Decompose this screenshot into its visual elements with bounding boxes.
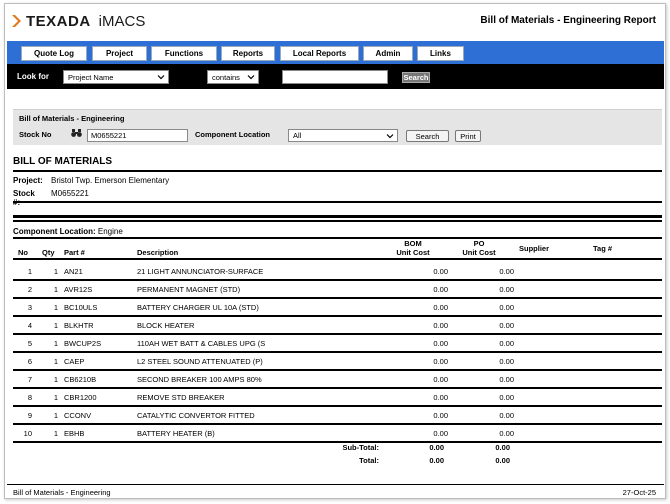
cell-part: CB6210B bbox=[64, 375, 97, 384]
cell-part: CBR1200 bbox=[64, 393, 97, 402]
footer-date: 27-Oct-25 bbox=[622, 488, 656, 497]
cell-description: SECOND BREAKER 100 AMPS 80% bbox=[137, 375, 262, 384]
cell-description: BLOCK HEATER bbox=[137, 321, 195, 330]
cell-no: 8 bbox=[27, 393, 32, 402]
cell-description: 21 LIGHT ANNUNCIATOR-SURFACE bbox=[137, 267, 264, 276]
subtotal-label: Sub-Total: bbox=[342, 443, 379, 452]
cell-part: BC10ULS bbox=[64, 303, 98, 312]
cell-no: 7 bbox=[27, 375, 32, 384]
binoculars-icon[interactable] bbox=[71, 128, 82, 138]
nav-local-reports[interactable]: Local Reports bbox=[280, 46, 359, 61]
table-row bbox=[13, 281, 662, 299]
cell-qty: 1 bbox=[53, 429, 58, 438]
col-header-bom-line2: Unit Cost bbox=[396, 248, 430, 257]
search-input[interactable] bbox=[282, 70, 388, 84]
cell-po-unit-cost: 0.00 bbox=[499, 339, 514, 348]
cell-description: L2 STEEL SOUND ATTENUATED (P) bbox=[137, 357, 263, 366]
col-header-bom-unit-cost bbox=[388, 239, 438, 257]
component-location-name: Engine bbox=[97, 227, 123, 236]
chevron-down-icon bbox=[247, 73, 255, 81]
footer-divider bbox=[7, 484, 664, 485]
cell-po-unit-cost: 0.00 bbox=[499, 267, 514, 276]
divider bbox=[13, 237, 662, 239]
component-location-label: Component Location bbox=[195, 130, 270, 139]
col-header-po-unit-cost bbox=[454, 239, 504, 257]
cell-part: CCONV bbox=[64, 411, 92, 420]
nav-admin[interactable]: Admin bbox=[363, 46, 413, 61]
total-bom: 0.00 bbox=[429, 456, 444, 465]
cell-qty: 1 bbox=[53, 393, 58, 402]
filter-panel bbox=[13, 109, 662, 145]
cell-description: BATTERY CHARGER UL 10A (STD) bbox=[137, 303, 259, 312]
cell-description: 110AH WET BATT & CABLES UPG (S bbox=[137, 339, 266, 348]
cell-po-unit-cost: 0.00 bbox=[499, 357, 514, 366]
cell-po-unit-cost: 0.00 bbox=[499, 429, 514, 438]
stock-value: M0655221 bbox=[51, 189, 89, 198]
col-header-bom-line1: BOM bbox=[404, 239, 422, 248]
cell-description: PERMANENT MAGNET (STD) bbox=[137, 285, 241, 294]
cell-po-unit-cost: 0.00 bbox=[499, 411, 514, 420]
cell-description: CATALYTIC CONVERTOR FITTED bbox=[137, 411, 255, 420]
table-row bbox=[13, 317, 662, 335]
cell-bom-unit-cost: 0.00 bbox=[433, 357, 448, 366]
cell-no: 3 bbox=[27, 303, 32, 312]
divider bbox=[13, 201, 662, 203]
cell-no: 4 bbox=[27, 321, 32, 330]
subtotal-po: 0.00 bbox=[495, 443, 510, 452]
cell-no: 6 bbox=[27, 357, 32, 366]
cell-no: 1 bbox=[27, 267, 32, 276]
total-label: Total: bbox=[359, 456, 379, 465]
cell-bom-unit-cost: 0.00 bbox=[433, 429, 448, 438]
cell-qty: 1 bbox=[53, 303, 58, 312]
nav-quote-log[interactable]: Quote Log bbox=[21, 46, 87, 61]
cell-po-unit-cost: 0.00 bbox=[499, 321, 514, 330]
texada-logo[interactable] bbox=[11, 12, 145, 30]
col-header-part: Part # bbox=[64, 248, 85, 257]
cell-bom-unit-cost: 0.00 bbox=[433, 339, 448, 348]
cell-description: REMOVE STD BREAKER bbox=[137, 393, 225, 402]
cell-qty: 1 bbox=[53, 375, 58, 384]
subtotal-bom: 0.00 bbox=[429, 443, 444, 452]
footer-report-name: Bill of Materials - Engineering bbox=[13, 488, 111, 497]
cell-part: BWCUP2S bbox=[64, 339, 102, 348]
cell-bom-unit-cost: 0.00 bbox=[433, 303, 448, 312]
divider bbox=[13, 170, 662, 172]
cell-bom-unit-cost: 0.00 bbox=[433, 285, 448, 294]
col-header-no: No bbox=[18, 248, 28, 257]
cell-bom-unit-cost: 0.00 bbox=[433, 267, 448, 276]
col-header-po-line1: PO bbox=[473, 239, 485, 248]
col-header-qty: Qty bbox=[42, 248, 55, 257]
look-for-label: Look for bbox=[17, 72, 49, 81]
operator-value: contains bbox=[212, 72, 240, 82]
cell-qty: 1 bbox=[53, 357, 58, 366]
cell-po-unit-cost: 0.00 bbox=[499, 393, 514, 402]
cell-qty: 1 bbox=[53, 321, 58, 330]
cell-no: 9 bbox=[27, 411, 32, 420]
cell-qty: 1 bbox=[53, 267, 58, 276]
search-button[interactable]: Search bbox=[403, 73, 429, 82]
quick-search-bar bbox=[7, 64, 664, 89]
col-header-supplier: Supplier bbox=[519, 244, 550, 253]
stock-no-input[interactable]: M0655221 bbox=[87, 129, 188, 142]
divider bbox=[13, 258, 662, 260]
report-window bbox=[4, 3, 666, 499]
cell-no: 2 bbox=[27, 285, 32, 294]
chevron-down-icon bbox=[386, 132, 394, 140]
main-nav bbox=[7, 41, 664, 64]
search-field-value: Project Name bbox=[68, 72, 114, 82]
table-row bbox=[13, 389, 662, 407]
app-header bbox=[5, 4, 665, 38]
col-header-po-line2: Unit Cost bbox=[462, 248, 496, 257]
chevron-down-icon bbox=[157, 73, 165, 81]
cell-qty: 1 bbox=[53, 339, 58, 348]
cell-part: AN21 bbox=[64, 267, 83, 276]
component-location-value: All bbox=[293, 131, 302, 140]
cell-qty: 1 bbox=[53, 285, 58, 294]
component-location-heading: Component Location: bbox=[13, 227, 96, 236]
project-label: Project: bbox=[13, 176, 43, 185]
nav-reports[interactable]: Reports bbox=[221, 46, 275, 61]
col-header-description: Description bbox=[137, 248, 179, 257]
cell-part: AVR12S bbox=[64, 285, 93, 294]
table-row bbox=[13, 263, 662, 281]
table-row bbox=[13, 353, 662, 371]
cell-po-unit-cost: 0.00 bbox=[499, 303, 514, 312]
divider bbox=[13, 220, 662, 222]
filter-title: Bill of Materials - Engineering bbox=[19, 114, 125, 123]
cell-bom-unit-cost: 0.00 bbox=[433, 393, 448, 402]
search-field-select[interactable] bbox=[63, 70, 169, 84]
report-heading: BILL OF MATERIALS bbox=[13, 156, 113, 167]
cell-description: BATTERY HEATER (B) bbox=[137, 429, 215, 438]
component-location-select[interactable] bbox=[288, 129, 398, 142]
brand-name: TEXADA bbox=[26, 12, 91, 30]
cell-bom-unit-cost: 0.00 bbox=[433, 375, 448, 384]
col-header-tag: Tag # bbox=[593, 244, 613, 253]
table-row bbox=[13, 425, 662, 443]
table-row bbox=[13, 299, 662, 317]
logo-chevron-icon bbox=[11, 14, 23, 28]
table-row bbox=[13, 335, 662, 353]
cell-bom-unit-cost: 0.00 bbox=[433, 321, 448, 330]
divider bbox=[13, 215, 662, 218]
cell-qty: 1 bbox=[53, 411, 58, 420]
operator-select[interactable] bbox=[207, 70, 259, 84]
total-po: 0.00 bbox=[495, 456, 510, 465]
app-name: iMACS bbox=[98, 12, 146, 30]
stock-label: Stock bbox=[13, 189, 35, 198]
cell-no: 10 bbox=[23, 429, 32, 438]
project-value: Bristol Twp. Emerson Elementary bbox=[51, 176, 170, 185]
nav-functions[interactable]: Functions bbox=[151, 46, 217, 61]
cell-bom-unit-cost: 0.00 bbox=[433, 411, 448, 420]
cell-part: CAEP bbox=[64, 357, 85, 366]
cell-po-unit-cost: 0.00 bbox=[499, 375, 514, 384]
cell-part: BLKHTR bbox=[64, 321, 94, 330]
cell-po-unit-cost: 0.00 bbox=[499, 285, 514, 294]
component-location-row bbox=[13, 227, 123, 236]
filter-search-button[interactable]: Search bbox=[406, 130, 449, 142]
report-title: Bill of Materials - Engineering Report bbox=[480, 15, 656, 26]
print-button[interactable]: Print bbox=[455, 130, 481, 142]
nav-project[interactable]: Project bbox=[92, 46, 147, 61]
nav-links[interactable]: Links bbox=[417, 46, 464, 61]
cell-no: 5 bbox=[27, 339, 32, 348]
cell-part: EBHB bbox=[64, 429, 85, 438]
stock-no-label: Stock No bbox=[19, 130, 52, 139]
table-row bbox=[13, 407, 662, 425]
table-row bbox=[13, 371, 662, 389]
